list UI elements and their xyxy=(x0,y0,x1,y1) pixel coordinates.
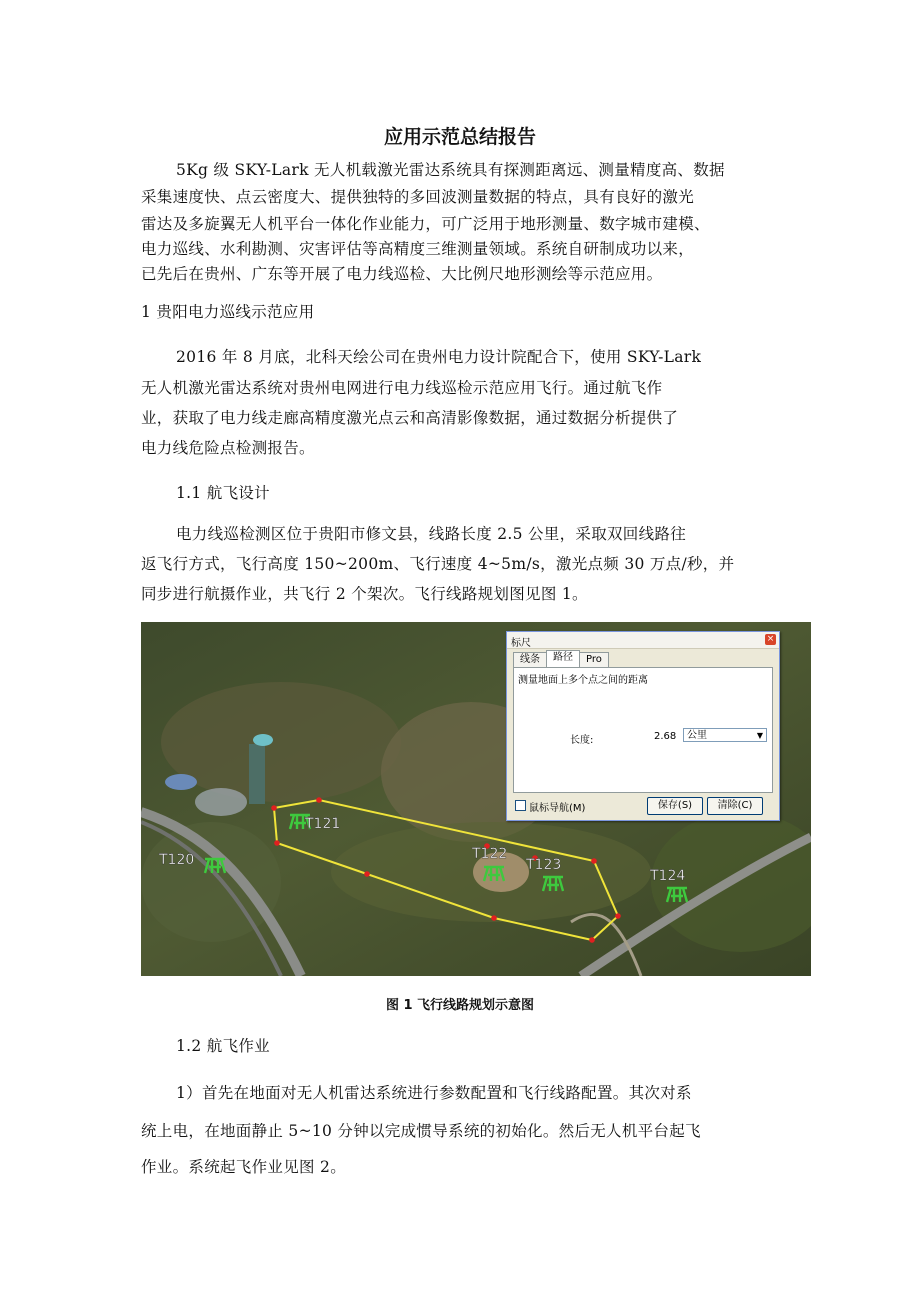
path-vertex xyxy=(364,871,370,877)
path-vertex xyxy=(316,797,322,803)
ruler-dialog xyxy=(506,631,780,821)
pond xyxy=(253,734,273,746)
save-button[interactable]: 保存(S) xyxy=(647,797,703,815)
mouse-nav-checkbox[interactable] xyxy=(515,800,526,811)
section1-line-3: 业，获取了电力线走廊高精度激光点云和高清影像数据，通过数据分析提供了 xyxy=(141,409,679,427)
section1-line-2: 无人机激光雷达系统对贵州电网进行电力线巡检示范应用飞行。通过航飞作 xyxy=(141,379,663,397)
tower-label: T124 xyxy=(650,868,686,884)
section1-2-line-3: 作业。系统起飞作业见图 2。 xyxy=(141,1158,346,1176)
page-title: 应用示范总结报告 xyxy=(383,126,536,148)
length-label: 长度: xyxy=(570,735,594,746)
intro-line-1: 5Kg 级 SKY-Lark 无人机载激光雷达系统具有探测距离远、测量精度高、数据 xyxy=(176,161,725,179)
terrain-patch xyxy=(161,682,401,802)
path-vertex xyxy=(615,913,621,919)
terrain-patch xyxy=(141,822,281,942)
dialog-titlebar[interactable] xyxy=(507,632,779,649)
close-icon[interactable]: × xyxy=(766,634,775,644)
tower-label: T121 xyxy=(305,816,341,832)
intro-line-3: 雷达及多旋翼无人机平台一体化作业能力，可广泛用于地形测量、数字城市建模、 xyxy=(141,215,710,233)
path-vertex xyxy=(271,805,277,811)
length-value: 2.68 xyxy=(654,731,677,742)
section1-1-line-2: 返飞行方式，飞行高度 150~200m、飞行速度 4~5m/s，激光点频 30 万点/秒，并 xyxy=(141,555,735,573)
measure-description: 测量地面上多个点之间的距离 xyxy=(518,675,648,686)
clear-button[interactable]: 清除(C) xyxy=(707,797,763,815)
roof-building xyxy=(165,774,197,790)
intro-line-5: 已先后在贵州、广东等开展了电力线巡检、大比例尺地形测绘等示范应用。 xyxy=(141,265,663,283)
tab-pro[interactable]: Pro xyxy=(579,652,609,667)
section1-1-line-1: 电力线巡检测区位于贵阳市修文县，线路长度 2.5 公里，采取双回线路往 xyxy=(176,525,687,543)
section1-1-line-3: 同步进行航摄作业，共飞行 2 个架次。飞行线路规划图见图 1。 xyxy=(141,585,588,603)
section1-1-heading: 1.1 航飞设计 xyxy=(176,484,270,502)
path-tab-panel xyxy=(513,667,773,793)
chevron-down-icon[interactable]: ▼ xyxy=(756,731,763,740)
dialog-tabs xyxy=(513,652,608,667)
building-area xyxy=(195,788,247,816)
section1-line-1: 2016 年 8 月底，北科天绘公司在贵州电力设计院配合下，使用 SKY-Lark xyxy=(176,348,702,366)
dialog-footer xyxy=(513,797,775,815)
path-vertex xyxy=(491,915,497,921)
section1-2-heading: 1.2 航飞作业 xyxy=(176,1037,270,1055)
path-vertex xyxy=(274,840,280,846)
path-vertex xyxy=(589,937,595,943)
section1-2-line-2: 统上电，在地面静止 5~10 分钟以完成惯导系统的初始化。然后无人机平台起飞 xyxy=(141,1122,701,1140)
tower-label: T120 xyxy=(159,852,195,868)
path-vertex xyxy=(591,858,597,864)
tower-label: T123 xyxy=(526,857,562,873)
tab-line[interactable]: 线条 xyxy=(513,652,547,667)
tower-label: T122 xyxy=(472,846,508,862)
mouse-nav-label: 鼠标导航(M) xyxy=(529,803,586,814)
dialog-title: 标尺 xyxy=(511,638,531,649)
section1-line-4: 电力线危险点检测报告。 xyxy=(141,439,315,457)
figure-caption: 图 1 飞行线路规划示意图 xyxy=(385,998,535,1013)
section1-2-line-1: 1）首先在地面对无人机雷达系统进行参数配置和飞行线路配置。其次对系 xyxy=(176,1084,692,1102)
unit-select[interactable] xyxy=(683,728,767,742)
flight-route-figure xyxy=(141,622,811,976)
tab-path[interactable]: 路径 xyxy=(546,650,580,667)
intro-line-4: 电力巡线、水利勘测、灾害评估等高精度三维测量领域。系统自研制成功以来， xyxy=(141,240,695,258)
intro-line-2: 采集速度快、点云密度大、提供独特的多回波测量数据的特点，具有良好的激光 xyxy=(141,188,695,206)
pond xyxy=(249,744,265,804)
unit-selected-value: 公里 xyxy=(687,730,707,741)
section1-heading: 1 贵阳电力巡线示范应用 xyxy=(141,303,315,321)
